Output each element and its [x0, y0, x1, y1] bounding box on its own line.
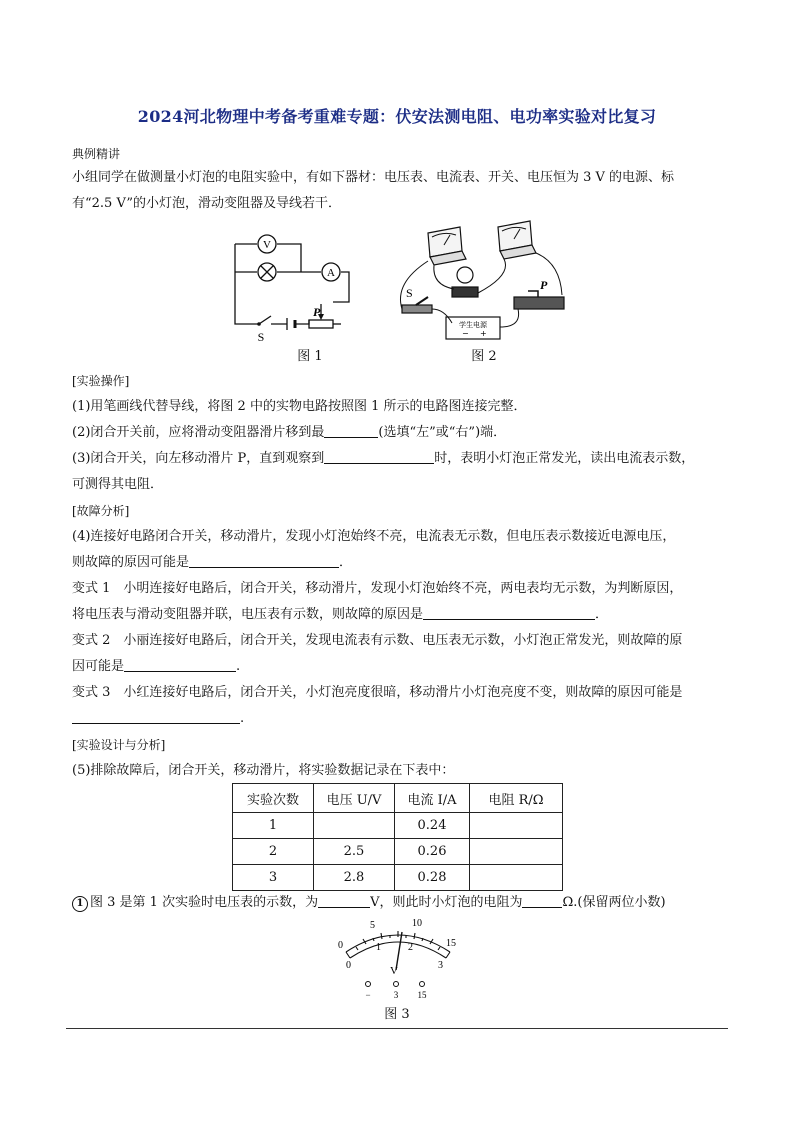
variant-2: 变式 2 小丽连接好电路后，闭合开关，发现电流表有示数、电压表无示数，小灯泡正常发光，则故障的原: [72, 633, 683, 648]
table-cell: 0.26: [395, 839, 470, 865]
heading-fault: [故障分析]: [72, 504, 130, 518]
table-cell-answer[interactable]: [470, 865, 563, 891]
sub-question-1-text-c: Ω.(保留两位小数): [562, 895, 666, 910]
fig1-wire-left: [235, 244, 259, 324]
figure-3-voltmeter-dial: [330, 914, 466, 1004]
fig3-inner-label-2: 2: [408, 942, 413, 953]
fig3-outer-label-5: 5: [370, 920, 375, 931]
figure-3-caption: 图 3: [384, 1007, 410, 1022]
variant-1-continued: [72, 602, 726, 628]
variant-3-period: .: [240, 711, 245, 726]
table-cell: 3: [233, 865, 314, 891]
fig2-switch-lever: [416, 297, 428, 305]
figure-2-caption: 图 2: [471, 349, 497, 364]
intro-line-2: 有“2.5 V”的小灯泡，滑动变阻器及导线若干．: [72, 196, 341, 211]
fig2-rheostat-slider: [528, 291, 538, 297]
fig2-switch-base: [402, 305, 432, 313]
table-cell: 0.28: [395, 865, 470, 891]
question-4-continued: [72, 550, 726, 576]
question-3-continued: 可测得其电阻．: [72, 477, 164, 492]
fig2-lamp-bulb: [457, 267, 473, 283]
fig2-wire-v-lamp: [434, 265, 454, 289]
variant-1: 变式 1 小明连接好电路后，闭合开关，移动滑片，发现小灯泡始终不亮，两电表均无示数，为判断原因，: [72, 581, 683, 596]
footer-divider: [66, 1028, 728, 1029]
sub-question-1: [72, 890, 726, 916]
table-header-cell: 电流 I/A: [395, 784, 470, 813]
fig3-inner-label-1: 1: [376, 942, 381, 953]
table-row: [233, 813, 563, 839]
fig2-wire-switch-voltmeter: [400, 261, 428, 309]
table-header-cell: 实验次数: [233, 784, 314, 813]
fig2-switch-label: S: [406, 286, 413, 300]
sub-question-1-resistance-blank[interactable]: [522, 893, 562, 908]
question-4-period: ．: [339, 555, 353, 570]
fig2-lamp-base: [452, 287, 478, 297]
question-2-text-a: (2)闭合开关前，应将滑动变阻器滑片移到最: [72, 425, 325, 440]
variant-1-answer-blank[interactable]: [423, 605, 595, 620]
table-cell-answer[interactable]: [314, 813, 395, 839]
intro-text: [72, 165, 726, 217]
fig1-slider-label: P: [313, 305, 321, 319]
fig3-terminal-15-icon: [420, 982, 425, 987]
variant-3: 变式 3 小红连接好电路后，闭合开关，小灯泡亮度很暗，移动滑片小灯泡亮度不变，则故障的原因可能是: [72, 685, 683, 700]
fig1-ammeter-label: A: [327, 267, 335, 279]
table-cell: 2.5: [314, 839, 395, 865]
question-3-answer-blank[interactable]: [324, 449, 434, 464]
fig3-inner-label-0: 0: [346, 960, 351, 971]
question-4-text-b: 则故障的原因可能是: [72, 555, 190, 570]
table-header-cell: 电阻 R/Ω: [470, 784, 563, 813]
variant-1-text-b: 将电压表与滑动变阻器并联，电压表有示数，则故障的原因是: [72, 607, 424, 622]
variant-2-text-b: 因可能是: [72, 659, 125, 674]
question-block-operation: [72, 368, 726, 784]
question-2-answer-blank[interactable]: [324, 423, 378, 438]
table-header-row: [233, 784, 563, 813]
fig2-power-supply-label: 学生电源: [459, 321, 487, 329]
fig3-outer-arc: [346, 935, 450, 952]
table-row: [233, 865, 563, 891]
fig2-rheostat-body: [514, 297, 564, 309]
heading-design: [实验设计与分析]: [72, 738, 166, 752]
page-title: 2024河北物理中考备考重难专题：伏安法测电阻、电功率实验对比复习: [137, 107, 657, 126]
data-table: [232, 783, 563, 891]
table-cell: 2: [233, 839, 314, 865]
variant-1-period: ．: [595, 607, 609, 622]
fig2-supply-minus-terminal: −: [462, 329, 469, 338]
figure-1-circuit-diagram: [225, 228, 360, 348]
fig3-terminal-3-label: 3: [393, 990, 399, 1000]
fig1-wire-bottom: [271, 320, 309, 324]
table-header-cell: 电压 U/V: [314, 784, 395, 813]
variant-2-continued: [72, 654, 726, 680]
fig3-terminal-3-icon: [394, 982, 399, 987]
question-2: [72, 420, 726, 446]
fig3-outer-label-15: 15: [446, 938, 456, 949]
question-3-text-b: 时，表明小灯泡正常发光，读出电流表示数，: [434, 451, 695, 466]
fig3-terminal-15-label: 15: [417, 990, 427, 1000]
variant-3-answer-blank[interactable]: [72, 709, 240, 724]
question-4-answer-blank[interactable]: [189, 553, 339, 568]
question-3-text-a: (3)闭合开关，向左移动滑片 P，直到观察到: [72, 451, 325, 466]
sub-question-1-text-a: 图 3 是第 1 次实验时电压表的示数，为: [90, 895, 319, 910]
fig2-slider-label: P: [540, 278, 548, 292]
sub-question-1-text-b: V，则此时小灯泡的电阻为: [370, 895, 523, 910]
fig2-supply-plus-terminal: +: [480, 329, 487, 338]
fig1-lamp-cross: [261, 266, 273, 278]
fig3-terminal-neg-label: −: [365, 990, 371, 1000]
variant-2-answer-blank[interactable]: [124, 657, 236, 672]
fig3-outer-label-0: 0: [338, 940, 343, 951]
question-3: [72, 446, 726, 472]
question-2-text-b: (选填“左”或“右”)端．: [378, 425, 507, 440]
question-4: (4)连接好电路闭合开关，移动滑片，发现小灯泡始终不亮，电流表无示数，但电压表示数接近电源电压，: [72, 529, 676, 544]
fig3-terminal-neg-icon: [366, 982, 371, 987]
fig1-rheostat-body: [309, 320, 333, 328]
fig2-wire-a-lamp: [478, 259, 506, 293]
intro-line-1: 小组同学在做测量小灯泡的电阻实验中，有如下器材：电压表、电流表、开关、电压恒为 3 V 的电源、标: [72, 170, 675, 185]
fig1-switch-label: S: [257, 330, 265, 344]
sub-question-1-number: 1: [72, 896, 88, 912]
variant-3-continued: [72, 706, 726, 732]
table-cell: 0.24: [395, 813, 470, 839]
figure-1-caption: 图 1: [297, 349, 323, 364]
table-cell-answer[interactable]: [470, 839, 563, 865]
sub-question-1-voltage-blank[interactable]: [318, 893, 370, 908]
table-cell: 2.8: [314, 865, 395, 891]
table-cell: 1: [233, 813, 314, 839]
fig3-unit-label: V: [390, 965, 398, 977]
table-row: [233, 839, 563, 865]
fig3-outer-label-10: 10: [412, 918, 422, 929]
fig1-switch-blade: [259, 316, 271, 324]
question-1: (1)用笔画线代替导线，将图 2 中的实物电路按照图 1 所示的电路图连接完整．: [72, 399, 527, 414]
figure-2-apparatus: [392, 213, 572, 343]
heading-operation: [实验操作]: [72, 374, 130, 388]
table-cell-answer[interactable]: [470, 813, 563, 839]
variant-2-period: .: [236, 659, 241, 674]
fig1-voltmeter-label: V: [263, 239, 271, 251]
fig1-switch-pivot: [257, 322, 261, 326]
question-5: (5)排除故障后，闭合开关，移动滑片，将实验数据记录在下表中：: [72, 763, 455, 778]
fig3-inner-label-3: 3: [438, 960, 443, 971]
section-example-label: 典例精讲: [72, 147, 121, 161]
fig2-wire-supply-rheostat: [500, 309, 519, 327]
